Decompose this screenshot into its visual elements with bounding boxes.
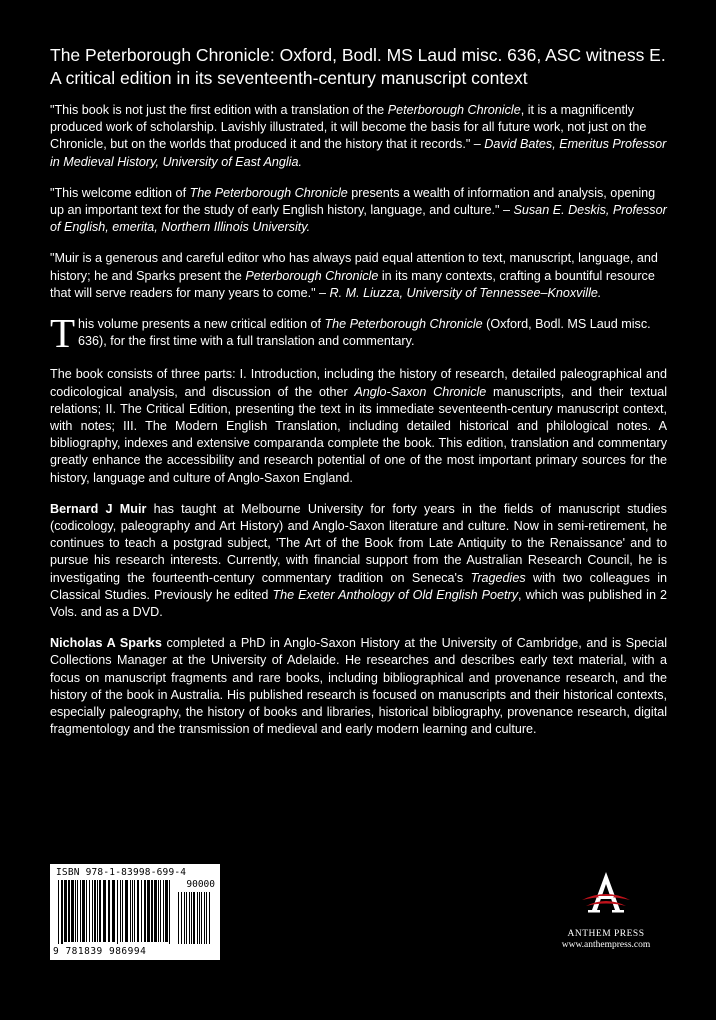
barcode-bar — [112, 880, 115, 942]
book-title: The Peterborough Chronicle: Oxford, Bodl. MS Laud misc. 636, ASC witness E. A critical edition in its seventeenth-century manuscript context — [50, 45, 666, 88]
barcode-bar — [89, 880, 90, 942]
barcode-bar — [181, 892, 182, 944]
barcode-bars — [58, 880, 172, 944]
barcode-bar — [144, 880, 146, 942]
author-name: Bernard J Muir — [50, 501, 147, 516]
parts-paragraph: The book consists of three parts: I. Introduction, including the history of research, detailed paleographical and codicological analysis, and discussion of the other Anglo-Saxon Chronicle manuscripts, and their textual relations; II. The Critical Edition, presenting the text in its immediate seventeenth-century manuscript context, with notes; III. The Modern English Translation, including detailed historical and philological notes. A bibliography, indexes and extensive comparanda complete the book. This edition, translation and commentary greatly enhance the accessibility and research potential of one of the most important primary sources for the history, language and culture of Anglo-Saxon England. — [50, 367, 667, 485]
barcode-bar — [186, 892, 187, 944]
barcode-bar — [68, 880, 70, 942]
barcode-bar — [206, 892, 207, 944]
barcode-bar — [130, 880, 131, 942]
barcode-bar — [137, 880, 139, 942]
barcode-bar — [169, 880, 170, 944]
blurb-deskis: "This welcome edition of The Peterborough Chronicle presents a wealth of information and analysis, opening up an important text for the study of early English history, language, and culture." – Susan E. Deskis, Professor of English, emerita, Northern Illinois University. — [50, 185, 667, 235]
barcode-bar — [71, 880, 74, 942]
barcode-bar — [82, 880, 85, 942]
barcode-bar — [117, 880, 118, 944]
barcode-bar — [86, 880, 87, 942]
barcode-bar — [201, 892, 202, 944]
barcode-bar — [189, 892, 190, 944]
barcode-bar — [134, 880, 135, 942]
barcode-bar — [191, 892, 192, 944]
barcode-bar — [204, 892, 205, 944]
barcode-bar — [209, 892, 210, 944]
barcode-bar — [108, 880, 110, 942]
barcode-bar — [165, 880, 168, 942]
barcode-bar — [92, 880, 93, 942]
barcode-bar — [160, 880, 161, 942]
blurb-attribution: David Bates, Emeritus Professor in Medieval History, University of East Anglia. — [50, 137, 667, 169]
barcode-bar — [178, 892, 179, 944]
barcode-bar — [120, 880, 121, 942]
bio-sparks: Nicholas A Sparks completed a PhD in Anglo-Saxon History at the University of Cambridge, and is Special Collections Manager at the University of Adelaide. He researches and describes early text material, with a focus on manuscript fragments and rare books, including bibliographical and provenance research, and the history of the book in Australia. His published research is focused on manuscripts and their historical contexts, especially paleography, the history of books and libraries, historical bibliography, provenance research, digital fragmentology and the transmission of medieval and early modern learning and culture. — [50, 636, 667, 737]
barcode-bar — [163, 880, 164, 942]
barcode-bar — [193, 892, 195, 944]
barcode-bar — [80, 880, 81, 942]
barcode-bar — [103, 880, 106, 942]
barcode-bar — [141, 880, 142, 942]
bio-muir: Bernard J Muir has taught at Melbourne University for forty years in the fields of manuscript studies (codicology, paleography and Art History) and Anglo-Saxon literature and culture. Now in semi-retirement, he continues to teach a postgrad subject, 'The Art of the Book from Late Antiquity to the Renaissance' and to pursue his research interests. Currently, with financial support from the Australian Research Council, he is investigating the fourteenth-century commentary tradition on Seneca's Tragedies with two colleagues in Classical Studies. Previously he edited The Exeter Anthology of Old English Poetry, which was published in 2 Vols. and as a DVD. — [50, 501, 667, 620]
drop-cap: T — [50, 310, 76, 357]
barcode-bar — [158, 880, 159, 942]
barcode-bar — [61, 880, 63, 944]
barcode-bar — [151, 880, 153, 942]
barcode-bar — [94, 880, 96, 942]
barcode-bar — [64, 880, 67, 942]
blurb-liuzza: "Muir is a generous and careful editor who has always paid equal attention to text, manuscript, language, and history; he and Sparks present the Peterborough Chronicle in its many contexts, crafting a bountiful resource that will serve readers for many years to come." – R. M. Liuzza, University of Tennessee–Knoxville. — [50, 251, 658, 300]
isbn-barcode — [50, 864, 220, 960]
barcode-bar — [147, 880, 150, 942]
blurb-attribution: Susan E. Deskis, Professor of English, emerita, Northern Illinois University. — [50, 203, 667, 235]
barcode-bar — [184, 892, 185, 944]
barcode-addon-bars — [178, 892, 214, 944]
barcode-bar — [97, 880, 98, 942]
back-cover-text — [50, 44, 667, 753]
barcode-bar — [77, 880, 78, 942]
barcode-bar — [58, 880, 59, 944]
isbn-digits: 9 781839 986994 — [53, 946, 147, 957]
publisher-url: www.anthempress.com — [561, 940, 651, 950]
publisher-block — [536, 870, 676, 950]
publisher-name: ANTHEM PRESS — [567, 929, 645, 939]
barcode-bar — [99, 880, 101, 942]
barcode-bar — [197, 892, 198, 944]
barcode-bar — [122, 880, 123, 942]
barcode-bar — [154, 880, 157, 942]
anthem-logo-icon — [576, 870, 636, 922]
isbn-label: ISBN 978-1-83998-699-4 — [56, 867, 187, 878]
barcode-bar — [125, 880, 128, 942]
price-code: 90000 — [186, 879, 215, 890]
author-name: Nicholas A Sparks — [50, 636, 162, 651]
barcode-bar — [75, 880, 76, 942]
blurb-attribution: R. M. Liuzza, University of Tennessee–Knoxville. — [329, 285, 602, 300]
blurb-bates: "This book is not just the first edition with a translation of the Peterborough Chronicle, it is a magnificently produced work of scholarship. Lavishly illustrated, it will become the basis for all future work, not just on the Chronicle, but on the worlds that produced it and the history that it records." – David Bates, Emeritus Professor in Medieval History, University of East Anglia. — [50, 103, 667, 169]
intro-paragraph: This volume presents a new critical edition of The Peterborough Chronicle (Oxford, Bodl. MS Laud misc. 636), for the first time with a full translation and commentary. — [50, 310, 651, 357]
barcode-bar — [199, 892, 200, 944]
barcode-bar — [132, 880, 133, 942]
